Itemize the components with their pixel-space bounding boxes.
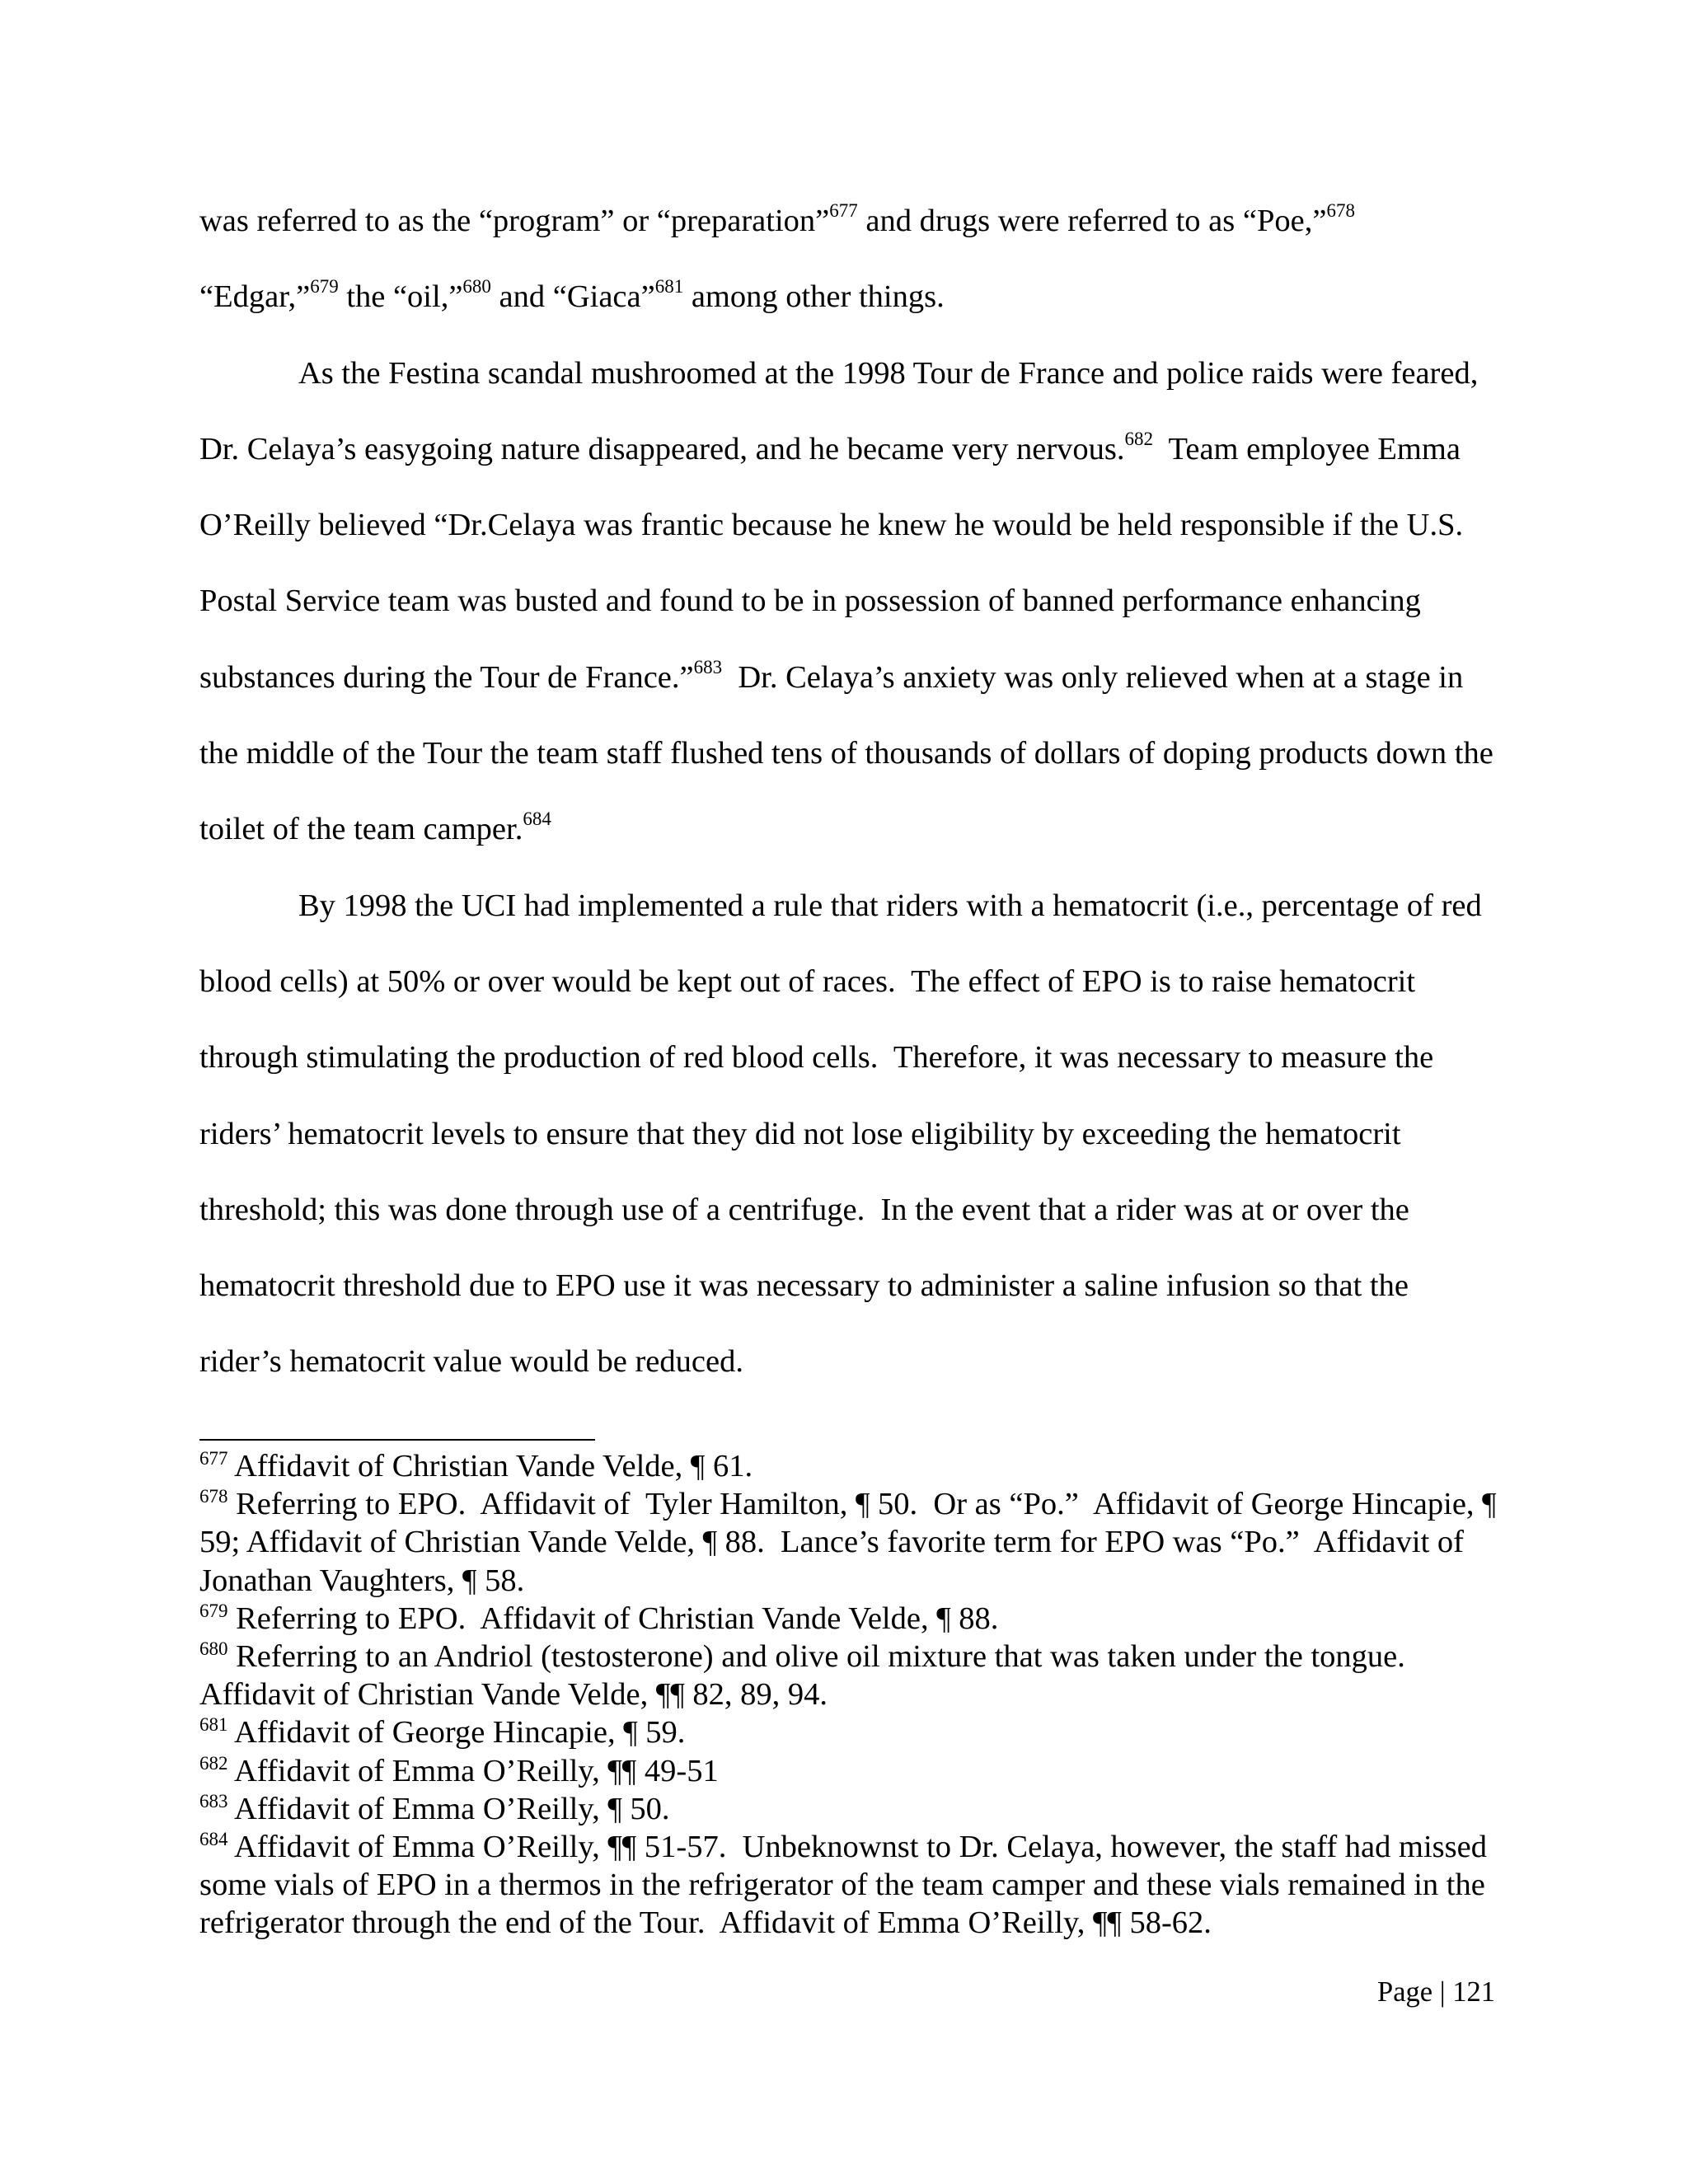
text-run: was referred to as the “program” or “preparation” [199, 204, 830, 238]
footnote-separator [199, 1439, 595, 1441]
paragraph-2 [199, 335, 1493, 868]
footnote-678 [199, 1485, 1518, 1600]
footnote-number: 684 [199, 1829, 228, 1850]
footnote-number: 677 [199, 1448, 228, 1469]
footnote-text: Referring to an Andriol (testosterone) and olive oil mixture that was taken under the tongue. Affidavit of Christian Vande Velde, ¶¶ 82, 89, 94. [199, 1639, 1405, 1713]
text-run: among other things. [683, 279, 945, 315]
text-run: and drugs were referred to as “Poe,” [857, 204, 1327, 238]
footnote-text: Referring to EPO. Affidavit of Christian Vande Velde, ¶ 88. [227, 1601, 999, 1636]
footnote-text: Affidavit of Emma O’Reilly, ¶¶ 51-57. Unbeknownst to Dr. Celaya, however, the staff had missed some vials of EPO in a thermos in the refrigerator of the team camper and these vials remained in the refrigerator through the end of the Tour. Affidavit of Emma O’Reilly, ¶¶ 58-62. [199, 1830, 1487, 1941]
paragraph-1 [199, 183, 1493, 335]
footnote-ref-682[interactable]: 682 [1124, 428, 1153, 449]
footnote-ref-678[interactable]: 678 [1326, 200, 1355, 221]
footnote-text: Affidavit of Emma O’Reilly, ¶ 50. [227, 1791, 670, 1826]
footnote-ref-677[interactable]: 677 [829, 200, 858, 221]
footnote-ref-684[interactable]: 684 [523, 808, 551, 830]
footnote-number: 681 [199, 1714, 228, 1736]
footnote-680 [199, 1638, 1518, 1713]
text-run: and “Giaca” [490, 279, 655, 315]
text-run: “Edgar,” [199, 279, 311, 315]
footnote-number: 679 [199, 1600, 228, 1621]
paragraph-3: By 1998 the UCI had implemented a rule that riders with a hematocrit (i.e., percentage of red blood cells) at 50% or over would be kept out of races. The effect of EPO is to raise hematocrit through stimulating the production of red blood cells. Therefore, it was necessary to measure the riders’ hematocrit levels to ensure that they did not lose eligibility by exceeding the hematocrit threshold; this was done through use of a centrifuge. In the event that a rider was at or over the hematocrit threshold due to EPO use it was necessary to administer a saline infusion so that the rider’s hematocrit value would be reduced. [199, 888, 1482, 1380]
text-run: Team employee Emma O’Reilly believed “Dr.Celaya was frantic because he knew he would be held responsible if the U.S. Postal Service team was busted and found to be in possession of banned performance enhancing substances during the Tour de France.” [199, 431, 1464, 695]
footnote-ref-680[interactable]: 680 [462, 276, 491, 298]
footnote-684 [199, 1828, 1518, 1943]
footnote-ref-681[interactable]: 681 [654, 276, 684, 298]
footnote-681 [199, 1713, 1518, 1751]
footnote-ref-679[interactable]: 679 [310, 276, 339, 298]
text-run: Dr. Celaya’s anxiety was only relieved when at a stage in the middle of the Tour the team staff flushed tens of thousands of dollars of doping products down the toilet of the team camper. [199, 659, 1493, 847]
text-run: As the Festina scandal mushroomed at the 1998 Tour de France and police raids were feared, Dr. Celaya’s easygoing nature disappeared, and he became very nervous. [199, 355, 1479, 466]
footnote-679 [199, 1600, 1518, 1638]
footnote-text: Affidavit of Christian Vande Velde, ¶ 61. [227, 1449, 753, 1483]
footnotes [199, 1447, 1518, 1943]
text-run: the “oil,” [338, 279, 463, 315]
footnote-683 [199, 1790, 1518, 1828]
footnote-ref-683[interactable]: 683 [693, 656, 723, 677]
footnote-number: 678 [199, 1486, 228, 1507]
footnote-677 [199, 1447, 1518, 1485]
footnote-text: Referring to EPO. Affidavit of Tyler Hamilton, ¶ 50. Or as “Po.” Affidavit of George Hincapie, ¶ 59; Affidavit of Christian Vande Velde, ¶ 88. Lance’s favorite term for EPO was “Po.” Affidavit of Jonathan Vaughters, ¶ 58. [199, 1487, 1497, 1598]
body-text [199, 183, 1493, 1400]
footnote-text: Affidavit of Emma O’Reilly, ¶¶ 49-51 [227, 1753, 719, 1788]
footnote-text: Affidavit of George Hincapie, ¶ 59. [227, 1715, 686, 1750]
footnote-number: 680 [199, 1638, 228, 1660]
footnote-number: 683 [199, 1790, 228, 1811]
footnote-682 [199, 1752, 1518, 1790]
page-number: Page | 121 [1377, 1976, 1495, 2008]
footnote-number: 682 [199, 1752, 228, 1774]
